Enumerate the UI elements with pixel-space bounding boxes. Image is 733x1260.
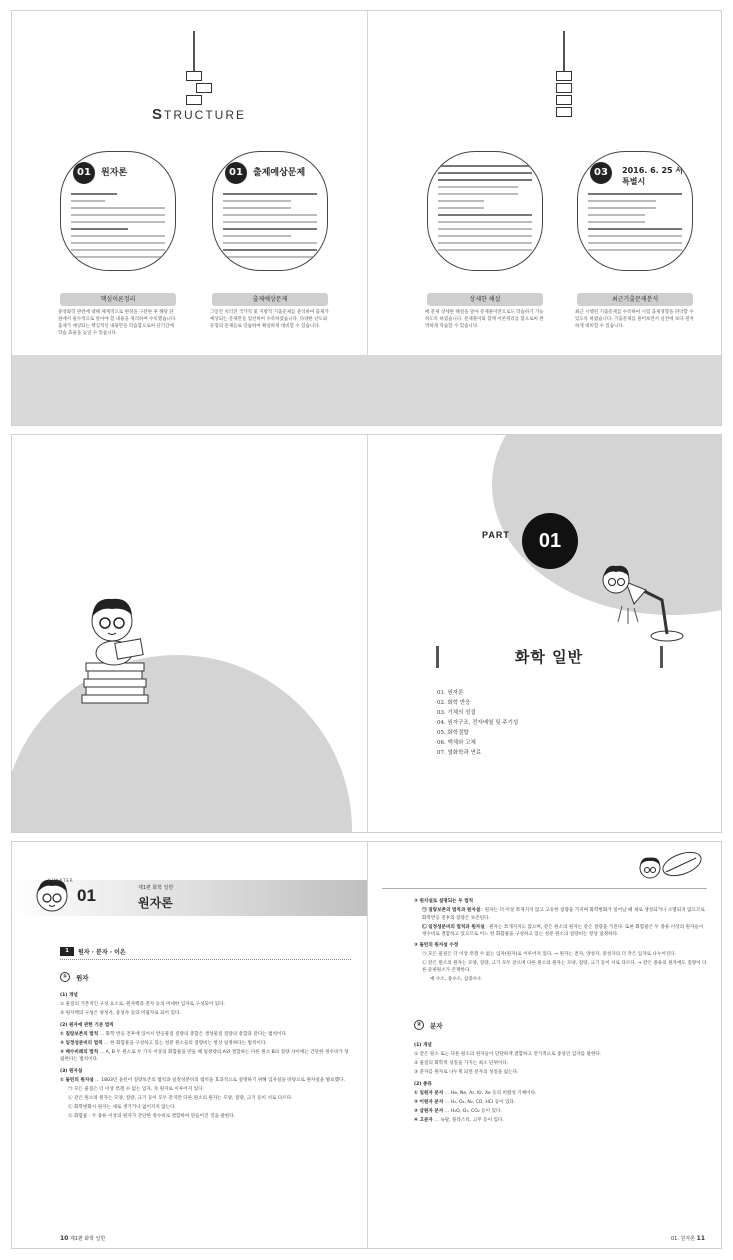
reading-student-illustration (72, 585, 162, 715)
part-number-bubble: 01 (522, 513, 578, 569)
preview-card-questions: 01 출제예상문제 (212, 151, 328, 271)
chapter-subtitle: 제1편 화학 일반 (138, 885, 174, 891)
preview-card-explanations (427, 151, 543, 271)
label-past-exams: 최근기출문제분석 (577, 293, 693, 306)
chapter-list (437, 688, 518, 758)
right-column-text-top: ② 원자설로 설명되는 두 법칙 ㉠ 질량보존의 법칙과 원자설 : 원자는 더 이상 쪼개지지 않고 고유한 질량을 가지며 화학변화가 일어날 때 새로 생성되거나 소멸되지 않으므로 화학반응 전후의 질량은 보존된다. ㉡ 일정성분비의 법칙과 원자설 : 원자는 쪼개지지도 않으며, 같은 원소의 원자는 같은 질량을 가진다. 또한 화합물은 두 종류 이상의 원자들이 정수비로 결합하고 있으므로 어느 한 화합물을 구성하고 있는 성분 원소의 질량비는 항상 일정하다. ③ 돌턴의 원자설 수정 ㉠ 모든 물질은 더 이상 쪼갤 수 없는 입자(원자)로 이루어져 있다. → 원자는 전자, 양성자, 중성자의 더 작은 입자로 나누어진다. ㉡ 같은 원소의 원자는 모양, 질량, 크기 모두 같으며 다른 원소의 원자는 모양, 질량, 크기 등이 서로 다르다. → 같은 종류의 원자에도 질량이 다른 동위원소가 존재한다. 예 수소, 중수소, 삼중수소 (414, 899, 707, 982)
chapter-number: 01 (77, 886, 96, 905)
preview-card-past-exams: 03 2016. 6. 25 서울특별시 (577, 151, 693, 271)
section-title: 원자 · 분자 · 이온 (78, 949, 126, 956)
subsection-heading-atom: ① 원자 (60, 972, 89, 982)
part-title: 화학 일반 (514, 648, 584, 666)
toc-item[interactable]: 05. 화학결합 (437, 730, 469, 736)
title-bar-left (436, 646, 439, 668)
subsection-heading-molecule: ② 분자 (414, 1020, 443, 1030)
right-column-text-bottom: (1) 개념 ① 같은 원소 또는 다른 원소의 원자들이 단단하게 결합하고 전기적으로 중성인 입자를 말한다. ② 물질의 화학적 성질을 가지는 최소 단위이다. ③ 분자를 원자로 나누게 되면 분자의 성질을 잃는다. (2) 종류 ① 일원자 분자 … He, Ne, Ar, Kr, Xe 등의 비활성 기체이다. ② 이원자 분자 … H₂, O₂, N₂, CO, HCl 등이 있다. ③ 삼원자 분자 … H₂O, O₃, CO₂ 등이 있다. ④ 고분자 … 녹말, 플라스틱, 고무 등이 있다. (414, 1043, 602, 1123)
part-opener-spread (11, 434, 722, 833)
toc-item[interactable]: 06. 액체와 고체 (437, 740, 476, 746)
toc-item[interactable]: 02. 화학 반응 (437, 700, 471, 706)
desc-explanations: 매 문제 상세한 해설을 달아 문제풀이만으로도 학습하기 가능하도록 하였습니다. 문제풀이와 함께 이론정리를 함으로써 완벽하게 학습할 수 있습니다. (425, 310, 544, 329)
label-explanations: 상세한 해설 (427, 293, 543, 306)
preview-card-theory: 01 원자론 (60, 151, 176, 271)
hanging-blocks-right (552, 31, 578, 141)
section-rule (60, 959, 351, 960)
desc-questions: 그동안 치러진 국가직 및 지방직 기출문제를 분석하여 출제가 예상되는 문제만을 엄선하여 수록하였습니다. 다양한 난도와 유형의 문제들로 연습하여 확실하게 대비할 수 있습니다. (210, 310, 329, 329)
toc-item[interactable]: 04. 원자구조, 전자배열 및 주기성 (437, 720, 519, 726)
page-footer-left: 10 제1편 화학 일반 (60, 1235, 106, 1242)
toc-item[interactable]: 03. 기체의 성질 (437, 710, 476, 716)
desc-past-exams: 최근 시행된 기출문제를 수록하여 시험 출제경향을 파악할 수 있도록 하였습니다. 기출문제를 풀어보면서 실전에 보다 철저하게 대비할 수 있습니다. (575, 310, 694, 329)
hanging-blocks-left (182, 31, 208, 141)
label-theory: 핵심이론정리 (60, 293, 176, 306)
chapter-title: 원자론 (138, 896, 173, 910)
title-bar-right (660, 646, 663, 668)
student-on-lamp-illustration (582, 560, 692, 645)
desc-theory: 중앙화학 관련에 대해 체계적으로 변경을 구분한 후 해당 단원에서 필수적으로 알아야 할 내용을 정리하여 수록했습니다. 출제가 예상되는 핵심적인 내용만을 학습함으로써 단기간에 학습 효율을 높일 수 있습니다. (58, 310, 177, 336)
spread-gutter (367, 842, 368, 1248)
spread-gutter (367, 435, 368, 832)
left-column-text: (1) 개념 ① 물질의 기본적인 구성 요소로, 원자핵과 전자 등의 미세한 입자로 구성되어 있다. ② 원자핵의 구성은 양성자, 중성자 등의 미립자로 되어 있다. (2) 원자에 관한 기본 법칙 ① 질량보존의 법칙 … 화학 반응 전후에 있어서 반응물질 질량의 총합은 생성물질 질량의 총합과 같다는 법칙이다. ② 일정성분비의 법칙 … 한 화합물을 구성하고 있는 성분 원소들의 질량비는 항상 일정하다는 법칙이다. ③ 배수비례의 법칙 … A, B 두 원소로 두 가지 이상의 화합물을 만들 때 일정량의 A와 결합하는 다른 원소 B의 질량 사이에는 간단한 정수비가 성립한다는 법칙이다. (3) 원자설 ① 돌턴의 원자설 … 1803년 돌턴이 질량보존의 법칙과 일정성분비의 법칙을 효과적으로 설명하기 위해 입자설을 바탕으로 원자설을 발표했다. ㉠ 모든 물질은 더 이상 쪼갤 수 없는 입자, 즉 원자로 이루어져 있다. ㉡ 같은 원소의 원자는 모양, 질량, 크기 등이 모두 같지만 다른 원소의 원자는 모양, 질량, 크기 등이 서로 다르다. ㉢ 화학변화시 원자는 새로 생기거나 없어지지 않는다. ㉣ 화합물 : 두 종류 이상의 원자가 간단한 정수비로 결합하여 만들어진 것을 말한다. (60, 993, 349, 1119)
grey-band (12, 355, 721, 425)
part-label: PART (482, 530, 510, 540)
section-heading (60, 947, 126, 956)
toc-item[interactable]: 07. 열화학과 연료 (437, 750, 482, 756)
label-questions: 출제예상문제 (212, 293, 328, 306)
page-footer-right: 01. 원자론 11 (671, 1235, 705, 1242)
structure-title: STRUCTURE (152, 106, 247, 123)
grey-blob-left (11, 655, 352, 833)
right-header-rule (382, 888, 707, 889)
chapter-tag: CHAPTER (48, 878, 74, 883)
toc-item[interactable]: 01. 원자론 (437, 690, 464, 696)
structure-spread (11, 10, 722, 426)
chapter-spread (11, 841, 722, 1249)
section-number: 1 (60, 947, 74, 956)
leaf-student-illustration (630, 850, 710, 888)
